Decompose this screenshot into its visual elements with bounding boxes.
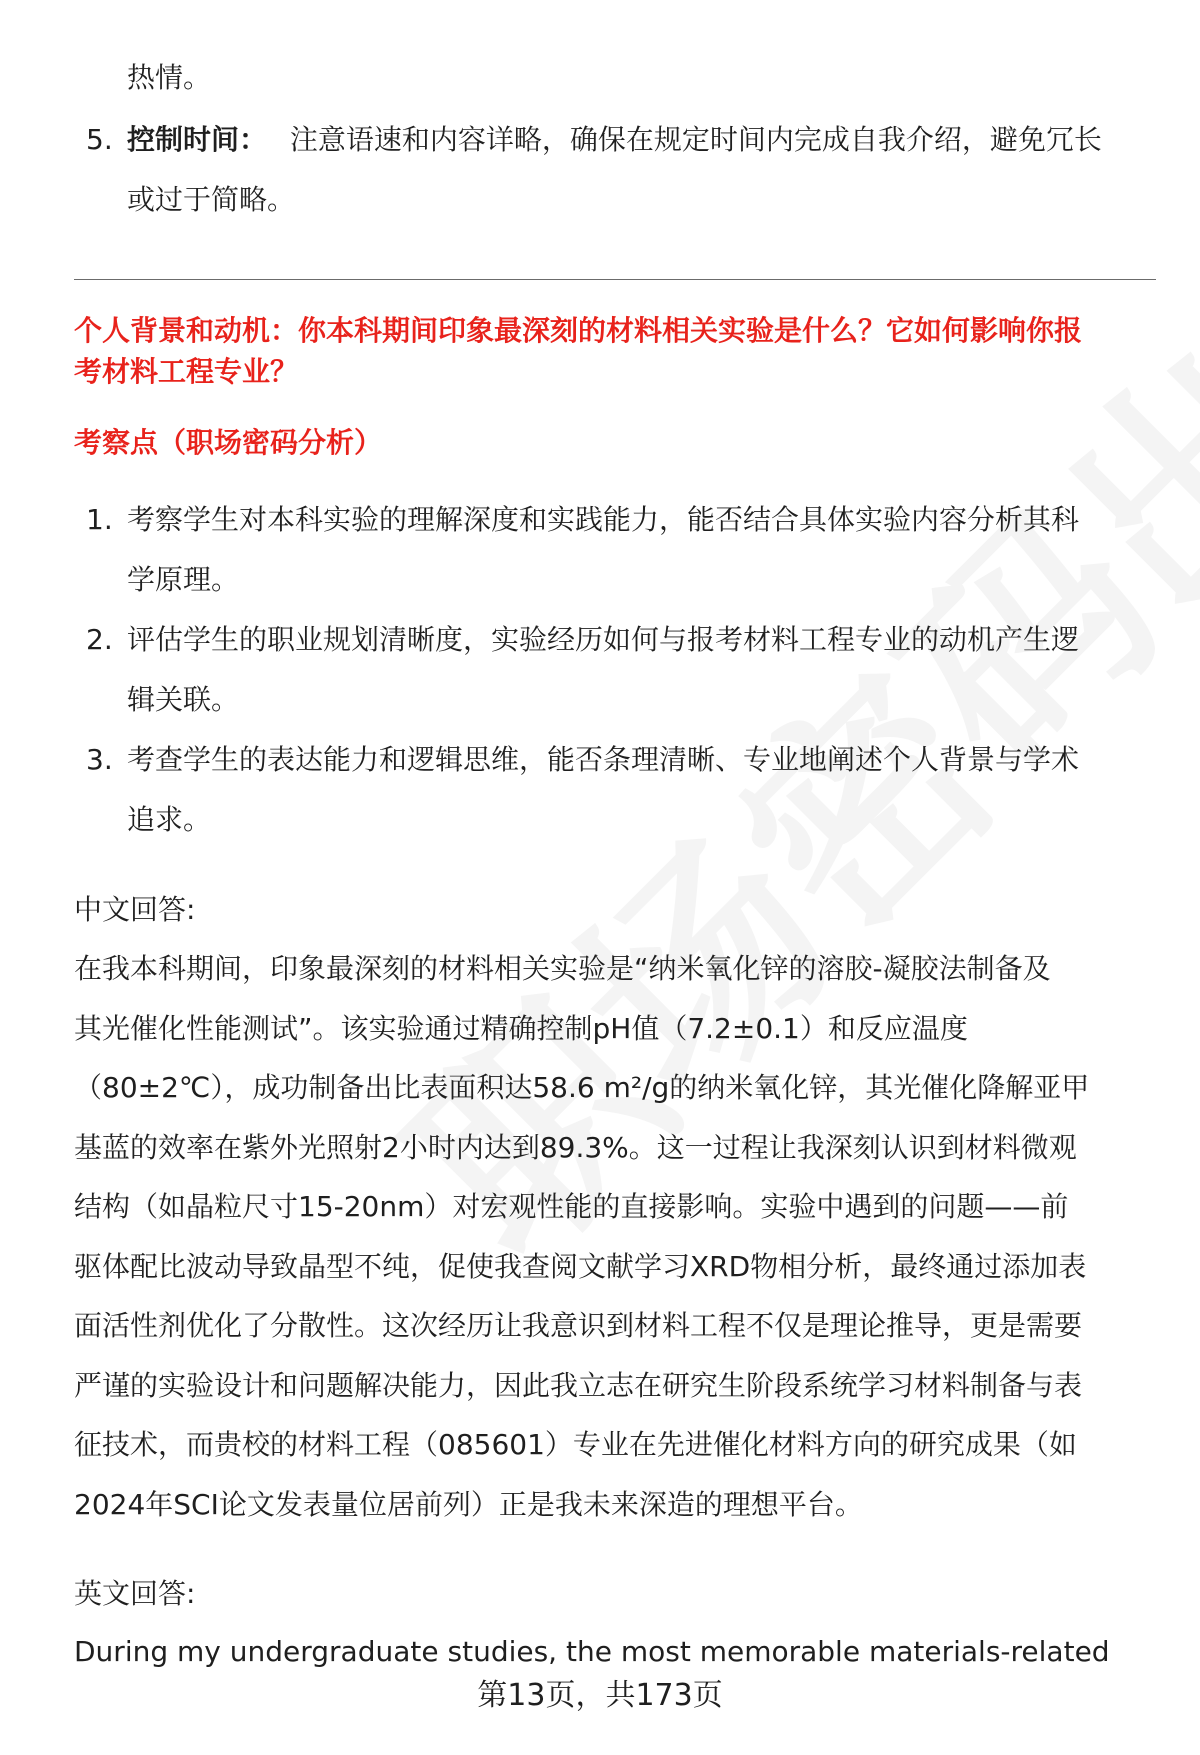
exam-point-number: 2. — [86, 623, 113, 656]
chinese-answer-line: 其光催化性能测试”。该实验通过精确控制pH值（7.2±0.1）和反应温度 — [74, 1012, 968, 1045]
page-number: 第13页，共173页 — [477, 1678, 723, 1713]
exam-point-number: 1. — [86, 503, 113, 536]
exam-point-line2: 学原理。 — [127, 563, 240, 596]
chinese-answer-line: 征技术，而贵校的材料工程（085601）专业在先进催化材料方向的研究成果（如 — [74, 1428, 1077, 1461]
exam-point-line1: 考察学生对本科实验的理解深度和实践能力，能否结合具体实验内容分析其科 — [127, 503, 1080, 536]
question-line2: 考材料工程专业？ — [74, 355, 299, 388]
english-answer-line: During my undergraduate studies, the most memorable materials-related — [74, 1635, 1110, 1668]
chinese-answer-line: 基蓝的效率在紫外光照射2小时内达到89.3%。这一过程让我深刻认识到材料微观 — [74, 1131, 1077, 1164]
list-item-5-line2: 或过于简略。 — [127, 183, 296, 216]
exam-point-line1: 考查学生的表达能力和逻辑思维，能否条理清晰、专业地阐述个人背景与学术 — [127, 743, 1080, 776]
list-continuation: 热情。 — [127, 61, 212, 94]
chinese-answer-line: 面活性剂优化了分散性。这次经历让我意识到材料工程不仅是理论推导，更是需要 — [74, 1309, 1083, 1342]
list-number-5: 5. — [86, 123, 113, 156]
list-item-5-text: 注意语速和内容详略，确保在规定时间内完成自我介绍，避免冗长 — [289, 123, 1102, 156]
exam-point-line2: 追求。 — [127, 803, 212, 836]
list-item-5-line1 — [127, 120, 1102, 160]
chinese-answer-line: 2024年SCI论文发表量位居前列）正是我未来深造的理想平台。 — [74, 1488, 863, 1521]
exam-point-number: 3. — [86, 743, 113, 776]
chinese-answer-line: 结构（如晶粒尺寸15-20nm）对宏观性能的直接影响。实验中遇到的问题——前 — [74, 1190, 1069, 1223]
english-answer-label: 英文回答: — [74, 1577, 196, 1610]
chinese-answer-line: 严谨的实验设计和问题解决能力，因此我立志在研究生阶段系统学习材料制备与表 — [74, 1369, 1083, 1402]
list-item-5-term: 控制时间： — [127, 123, 268, 156]
question-line1: 个人背景和动机：你本科期间印象最深刻的材料相关实验是什么？它如何影响你报 — [74, 314, 1083, 347]
exam-point-line2: 辑关联。 — [127, 683, 240, 716]
chinese-answer-line: 驱体配比波动导致晶型不纯，促使我查阅文献学习XRD物相分析，最终通过添加表 — [74, 1250, 1087, 1283]
chinese-answer-line: （80±2℃），成功制备出比表面积达58.6 m²/g的纳米氧化锌，其光催化降解亚甲 — [74, 1071, 1090, 1104]
section-divider — [74, 279, 1156, 280]
exam-points-heading: 考察点（职场密码分析） — [74, 426, 383, 459]
chinese-answer-label: 中文回答: — [74, 893, 196, 926]
exam-point-line1: 评估学生的职业规划清晰度，实验经历如何与报考材料工程专业的动机产生逻 — [127, 623, 1080, 656]
chinese-answer-line: 在我本科期间，印象最深刻的材料相关实验是“纳米氧化锌的溶胶-凝胶法制备及 — [74, 952, 1051, 985]
